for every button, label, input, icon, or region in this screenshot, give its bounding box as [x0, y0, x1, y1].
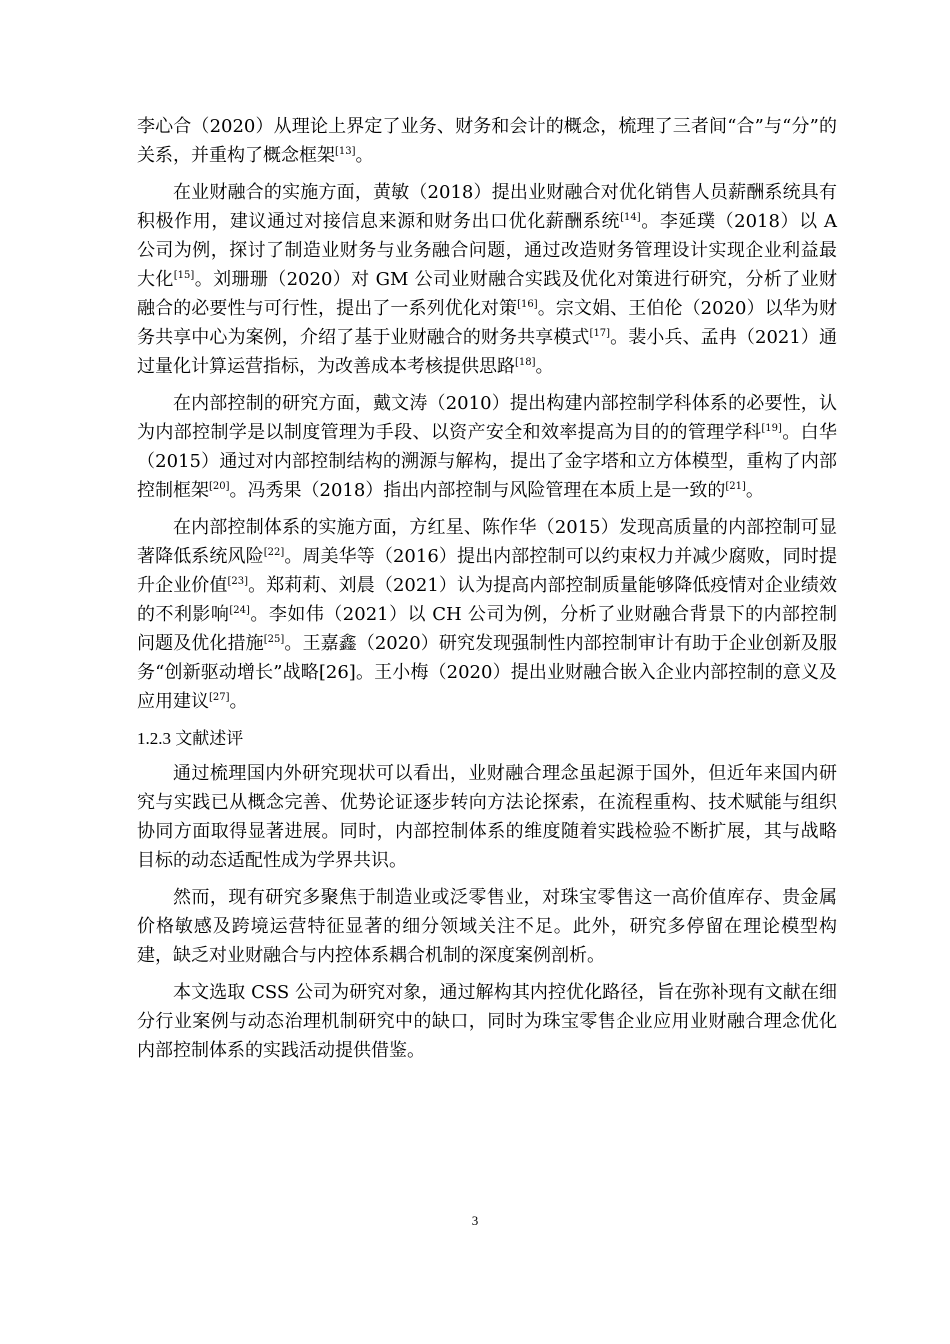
text-run: 。王嘉鑫（2020）研究发现强制性内部控制审计有助于企业创新及服务“创新驱动增长”战略[26]。王小梅（2020）提出业财融合嵌入企业内部控制的意义及应用建议 [137, 633, 838, 712]
citation-marker: [21] [725, 481, 746, 492]
body-text [137, 112, 837, 1065]
text-run: 。 [355, 145, 374, 166]
text-run: 。郑莉莉、刘晨（2021）认为提高内部控制质量能够降低疫情对企业绩效的不利影响 [137, 575, 838, 625]
citation-marker: [19] [761, 423, 782, 434]
text-run: 。李如伟（2021）以 CH 公司为例，分析了业财融合背景下的内部控制问题及优化措施 [137, 604, 837, 654]
text-run: 。 [229, 691, 248, 712]
review-paragraph-1: 通过梳理国内外研究现状可以看出，业财融合理念虽起源于国外，但近年来国内研究与实践已从概念完善、优势论证逐步转向方法论探索，在流程重构、技术赋能与组织协同方面取得显著进展。同时，内部控制体系的维度随着实践检验不断扩展，其与战略目标的动态适配性成为学界共识。 [137, 763, 837, 871]
text-run: 。裴小兵、孟冉（2021）通过量化计算运营指标，为改善成本考核提供思路 [137, 327, 838, 377]
text-run: 。刘珊珊（2020）对 GM 公司业财融合实践及优化对策进行研究，分析了业财融合的必要性与可行性，提出了一系列优化对策 [137, 269, 838, 319]
review-paragraph-3: 本文选取 CSS 公司为研究对象，通过解构其内控优化路径，旨在弥补现有文献在细分行业案例与动态治理机制研究中的缺口，同时为珠宝零售企业应用业财融合理念优化内部控制体系的实践活动提供借鉴。 [137, 982, 837, 1061]
text-run: 在内部控制的研究方面，戴文涛（2010）提出构建内部控制学科体系的必要性，认为内部控制学是以制度管理为手段、以资产安全和效率提高为目的的管理学科 [137, 393, 837, 443]
citation-marker: [20] [209, 481, 230, 492]
citation-marker: [18] [515, 357, 536, 368]
text-run: 。冯秀果（2018）指出内部控制与风险管理在本质上是一致的 [229, 480, 726, 501]
text-run: 。周美华等（2016）提出内部控制可以约束权力并减少腐败，同时提升企业价值 [137, 546, 838, 596]
text-run: 。 [535, 356, 554, 377]
text-run: 。宗文娟、王伯伦（2020）以华为财务共享中心为案例，介绍了基于业财融合的财务共享模式 [137, 298, 838, 348]
citation-marker: [15] [173, 270, 195, 281]
literature-paragraphs [137, 112, 837, 716]
citation-marker: [13] [335, 146, 356, 157]
citation-marker: [23] [227, 576, 249, 587]
citation-marker: [27] [209, 692, 230, 703]
citation-marker: [25] [263, 634, 285, 645]
review-paragraph-2: 然而，现有研究多聚焦于制造业或泛零售业，对珠宝零售这一高价值库存、贵金属价格敏感及跨境运营特征显著的细分领域关注不足。此外，研究多停留在理论模型构建，缺乏对业财融合与内控体系耦合机制的深度案例剖析。 [137, 887, 837, 966]
citation-marker: [24] [229, 605, 250, 616]
paragraph-2 [137, 178, 837, 381]
paragraph-1 [137, 112, 837, 170]
text-run: 。 [745, 480, 764, 501]
citation-marker: [17] [589, 328, 611, 339]
text-run: 。白华（2015）通过对内部控制结构的溯源与解构，提出了金字塔和立方体模型，重构了内部控制框架 [137, 422, 837, 501]
page-number: 3 [471, 1213, 479, 1228]
section-heading: 1.2.3 文献述评 [137, 729, 244, 748]
citation-marker: [16] [517, 299, 538, 310]
text-run: 李心合（2020）从理论上界定了业务、财务和会计的概念，梳理了三者间“合”与“分”的关系，并重构了概念框架 [137, 116, 837, 166]
paragraph-4 [137, 513, 837, 716]
text-run: 。李延璞（2018）以 A 公司为例，探讨了制造业财务与业务融合问题，通过改造财务管理设计实现企业利益最大化 [137, 211, 838, 290]
citation-marker: [14] [620, 212, 641, 223]
citation-marker: [22] [263, 547, 285, 558]
text-run: 在内部控制体系的实施方面，方红星、陈作华（2015）发现高质量的内部控制可显著降低系统风险 [137, 517, 837, 567]
paragraph-3 [137, 389, 837, 505]
text-run: 在业财融合的实施方面，黄敏（2018）提出业财融合对优化销售人员薪酬系统具有积极作用，建议通过对接信息来源和财务出口优化薪酬系统 [137, 182, 837, 232]
